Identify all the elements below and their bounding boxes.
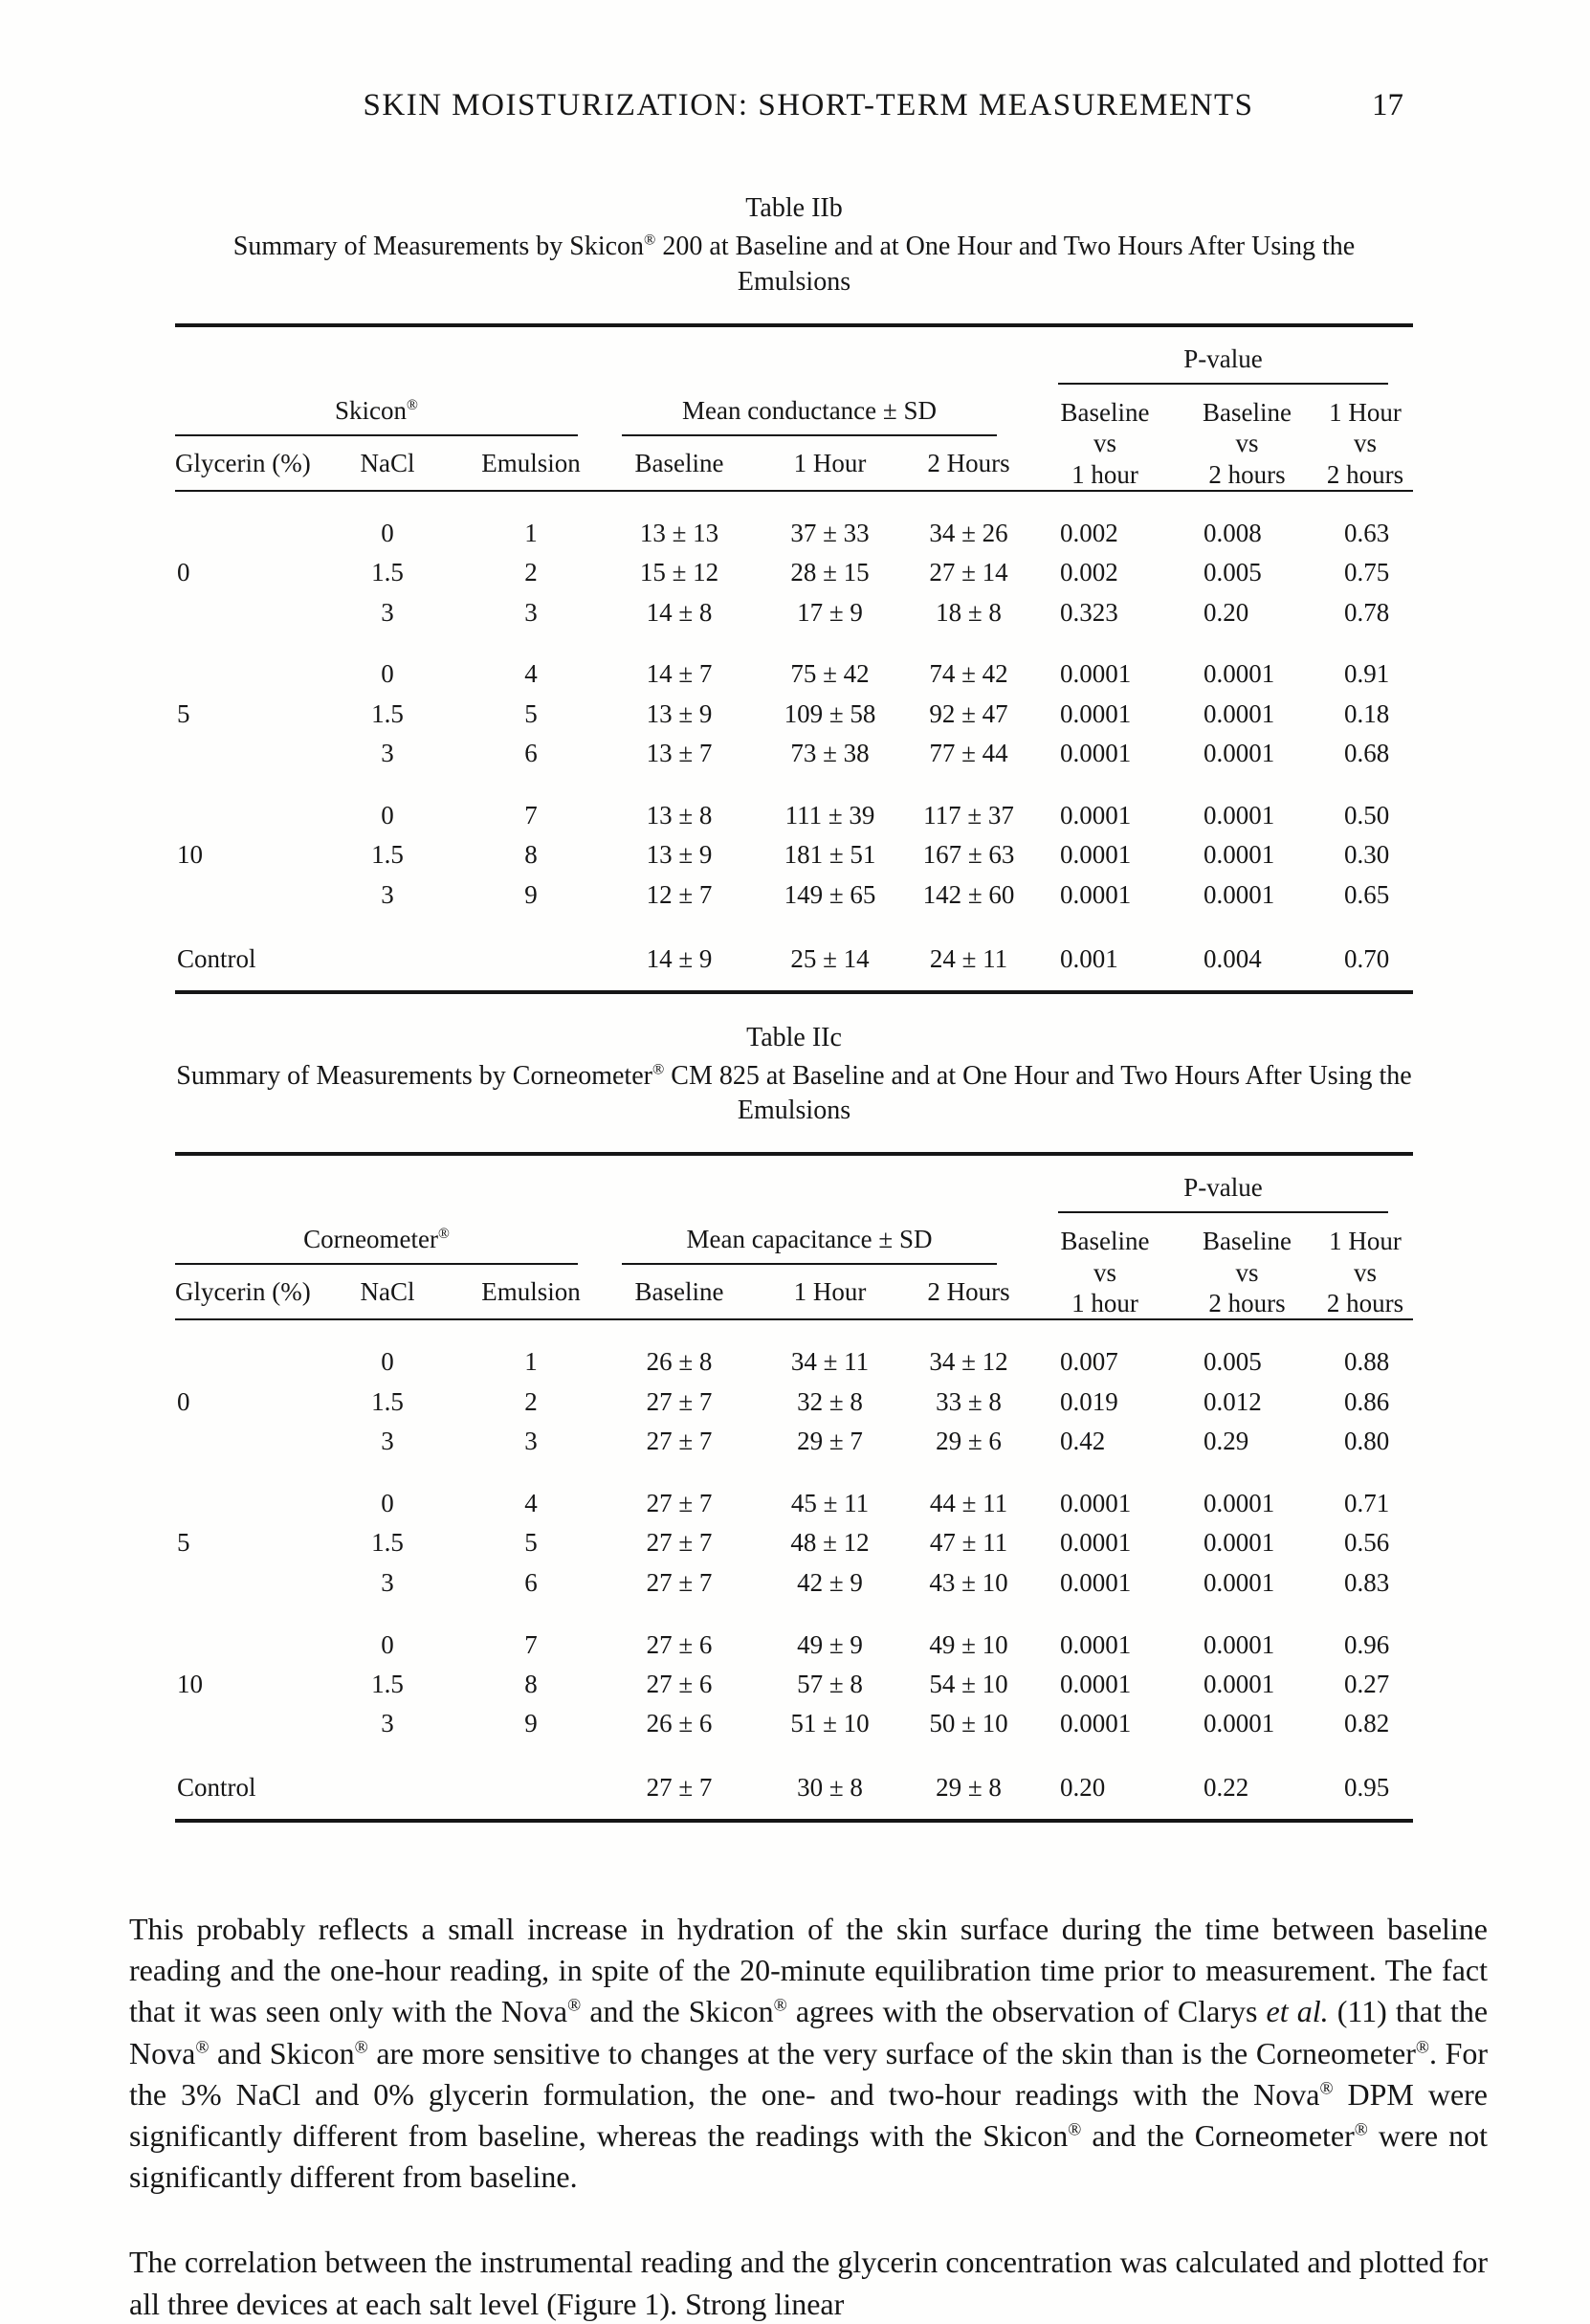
table-cell: 0 bbox=[381, 518, 394, 547]
registered-mark: ® bbox=[407, 396, 418, 413]
table-cell: 8 bbox=[524, 840, 538, 870]
table-cell: 0 bbox=[381, 1347, 394, 1377]
table-cell: 0.91 bbox=[1344, 659, 1390, 689]
device-group-header bbox=[175, 385, 603, 436]
table-row bbox=[175, 695, 1413, 734]
table-cell: 29 ± 8 bbox=[936, 1773, 1002, 1803]
pvalue-column-header: Baseline vs 1 hour bbox=[1033, 1213, 1177, 1319]
empty-cell bbox=[459, 1744, 603, 1821]
table-body bbox=[175, 1319, 1413, 1821]
table-cell: 0.22 bbox=[1204, 1773, 1249, 1803]
table-cell: 0.008 bbox=[1204, 518, 1262, 547]
table-cell: 44 ± 11 bbox=[929, 1488, 1008, 1517]
paragraph bbox=[129, 1909, 1488, 2198]
table-cell: 0.002 bbox=[1060, 518, 1118, 547]
glycerin-cell bbox=[175, 632, 316, 695]
table-cell: 0.005 bbox=[1204, 558, 1262, 587]
device-group-label: Corneometer® bbox=[175, 1213, 578, 1265]
column-header: Glycerin (%) bbox=[175, 436, 316, 491]
table-cell: 0.18 bbox=[1344, 698, 1390, 728]
table-cell: 1 bbox=[524, 518, 538, 547]
table-row bbox=[175, 1604, 1413, 1666]
registered-mark: ® bbox=[354, 2036, 368, 2057]
body-text bbox=[129, 1909, 1488, 2324]
registered-mark: ® bbox=[567, 1995, 582, 2016]
table-cell: 181 ± 51 bbox=[784, 840, 876, 870]
table-cell: 9 bbox=[524, 1709, 538, 1738]
table-cell: 26 ± 8 bbox=[646, 1347, 713, 1377]
table-cell: 32 ± 8 bbox=[797, 1386, 863, 1416]
column-header: 1 Hour bbox=[756, 1265, 904, 1319]
italic-text: et al. bbox=[1266, 1994, 1329, 2029]
table-cell: 1 bbox=[524, 1347, 538, 1377]
table-cell: 25 ± 14 bbox=[790, 943, 870, 973]
table-cell: 142 ± 60 bbox=[922, 879, 1015, 909]
table-cell: 34 ± 26 bbox=[929, 518, 1008, 547]
table-cell: 30 ± 8 bbox=[797, 1773, 863, 1803]
pvalue-column-header: 1 Hour vs 2 hours bbox=[1317, 1213, 1413, 1319]
table-cell: 13 ± 8 bbox=[646, 801, 713, 830]
table-caption: Summary of Measurements by Skicon® 200 at Baseline and at One Hour and Two Hours After Using the Emulsions bbox=[232, 231, 1356, 297]
table-cell: 27 ± 7 bbox=[646, 1773, 713, 1803]
table-cell: 0 bbox=[381, 1629, 394, 1659]
table-cell: 4 bbox=[524, 1488, 538, 1517]
table-cell: 149 ± 65 bbox=[784, 879, 876, 909]
pvalue-group-header bbox=[1033, 325, 1413, 385]
empty-cell bbox=[316, 916, 459, 992]
device-group-header bbox=[175, 1213, 603, 1265]
table-cell: 0.0001 bbox=[1204, 739, 1275, 768]
table-cell: 27 ± 14 bbox=[929, 558, 1008, 587]
table-cell: 49 ± 10 bbox=[929, 1629, 1008, 1659]
registered-mark: ® bbox=[1354, 2119, 1368, 2140]
pvalue-column-header: 1 Hour vs 2 hours bbox=[1317, 385, 1413, 491]
table-cell: 13 ± 7 bbox=[646, 739, 713, 768]
registered-mark: ® bbox=[651, 1060, 665, 1078]
pvalue-group-label: P-value bbox=[1058, 327, 1388, 385]
pvalue-group-row bbox=[175, 1154, 1413, 1213]
table-cell: 0.83 bbox=[1344, 1567, 1390, 1597]
table-row bbox=[175, 1524, 1413, 1563]
table-cell: 0.20 bbox=[1204, 597, 1249, 627]
pvalue-group-row bbox=[175, 325, 1413, 385]
control-label: Control bbox=[177, 1773, 256, 1803]
mean-group-label: Mean capacitance ± SD bbox=[622, 1213, 997, 1265]
table-cell: 1.5 bbox=[371, 1528, 404, 1558]
table-cell: 14 ± 7 bbox=[646, 659, 713, 689]
table-cell: 3 bbox=[381, 1427, 394, 1456]
table-cell: 34 ± 12 bbox=[929, 1347, 1008, 1377]
table-cell: 0.0001 bbox=[1204, 840, 1275, 870]
table-cell: 15 ± 12 bbox=[639, 558, 719, 587]
table-cell: 18 ± 8 bbox=[936, 597, 1002, 627]
table-cell: 57 ± 8 bbox=[797, 1669, 863, 1698]
table-cell: 0.80 bbox=[1344, 1427, 1390, 1456]
table-cell: 0.71 bbox=[1344, 1488, 1390, 1517]
table-cell: 0.30 bbox=[1344, 840, 1390, 870]
table-cell: 0.0001 bbox=[1204, 659, 1275, 689]
table-cell: 7 bbox=[524, 801, 538, 830]
table-cell: 47 ± 11 bbox=[929, 1528, 1008, 1558]
table-cell: 8 bbox=[524, 1669, 538, 1698]
registered-mark: ® bbox=[773, 1995, 787, 2016]
group-header-row bbox=[175, 1213, 1413, 1265]
table-cell: 0.86 bbox=[1344, 1386, 1390, 1416]
table-cell: 109 ± 58 bbox=[784, 698, 876, 728]
table-cell: 0.0001 bbox=[1060, 1488, 1132, 1517]
glycerin-cell bbox=[175, 1604, 316, 1666]
table-cell: 0.0001 bbox=[1060, 879, 1132, 909]
table-cell: 5 bbox=[524, 1528, 538, 1558]
table-cell: 0.001 bbox=[1060, 943, 1118, 973]
column-header: Emulsion bbox=[459, 1265, 603, 1319]
table-cell: 74 ± 42 bbox=[929, 659, 1008, 689]
table-cell: 1.5 bbox=[371, 1669, 404, 1698]
registered-mark: ® bbox=[1415, 2036, 1429, 2057]
control-row bbox=[175, 916, 1413, 992]
table-row bbox=[175, 1319, 1413, 1383]
table-cell: 0.50 bbox=[1344, 801, 1390, 830]
glycerin-cell: 10 bbox=[177, 1669, 203, 1698]
table-cell: 0.0001 bbox=[1060, 1709, 1132, 1738]
table-cell: 0.007 bbox=[1060, 1347, 1118, 1377]
table-cell: 0.0001 bbox=[1204, 801, 1275, 830]
table-cell: 17 ± 9 bbox=[797, 597, 863, 627]
page-number: 17 bbox=[1372, 88, 1403, 122]
table-cell: 14 ± 8 bbox=[646, 597, 713, 627]
table-cell: 45 ± 11 bbox=[790, 1488, 870, 1517]
table-cell: 117 ± 37 bbox=[923, 801, 1014, 830]
table-cell: 0.0001 bbox=[1204, 1709, 1275, 1738]
registered-mark: ® bbox=[195, 2036, 210, 2057]
glycerin-cell bbox=[175, 1563, 316, 1603]
table-cell: 0.70 bbox=[1344, 943, 1390, 973]
glycerin-cell: 0 bbox=[177, 558, 190, 587]
table-cell: 3 bbox=[381, 879, 394, 909]
header-spacer bbox=[175, 325, 1033, 385]
table-head bbox=[175, 325, 1413, 491]
table-cell: 0.0001 bbox=[1060, 840, 1132, 870]
table-cell: 7 bbox=[524, 1629, 538, 1659]
group-header-row bbox=[175, 385, 1413, 436]
table-cell: 0.0001 bbox=[1060, 1567, 1132, 1597]
table-cell: 51 ± 10 bbox=[790, 1709, 870, 1738]
table-cell: 54 ± 10 bbox=[929, 1669, 1008, 1698]
registered-mark: ® bbox=[644, 231, 656, 249]
text-segment: This probably reflects a small increase in hydration of the skin surface during the time between baseline reading and the one-hour reading, in spite of the 20-minute equilibration time prior to measurement. The fact that it was seen only with the Nova® and the Skicon® agrees with the observation of Clarys bbox=[129, 1912, 1488, 2029]
pvalue-column-header: Baseline vs 2 hours bbox=[1177, 385, 1317, 491]
glycerin-cell: 5 bbox=[177, 698, 190, 728]
header-spacer bbox=[175, 1154, 1033, 1213]
column-header: 2 Hours bbox=[904, 1265, 1033, 1319]
table-cell: 0.0001 bbox=[1060, 659, 1132, 689]
table-cell: 13 ± 13 bbox=[639, 518, 719, 547]
table-cell: 0.88 bbox=[1344, 1347, 1390, 1377]
table-cell: 0 bbox=[381, 1488, 394, 1517]
table-body bbox=[175, 491, 1413, 992]
column-header: 1 Hour bbox=[756, 436, 904, 491]
table-cell: 48 ± 12 bbox=[790, 1528, 870, 1558]
page-body bbox=[129, 193, 1488, 2324]
pvalue-group-header bbox=[1033, 1154, 1413, 1213]
table-cell: 27 ± 7 bbox=[646, 1386, 713, 1416]
column-header: Baseline bbox=[603, 436, 756, 491]
table-cell: 0.78 bbox=[1344, 597, 1390, 627]
table-cell: 0.002 bbox=[1060, 558, 1118, 587]
running-head-title: SKIN MOISTURIZATION: SHORT-TERM MEASUREMENTS bbox=[363, 88, 1254, 122]
column-header: Glycerin (%) bbox=[175, 1265, 316, 1319]
paragraph bbox=[129, 2242, 1488, 2324]
mean-group-label: Mean conductance ± SD bbox=[622, 385, 997, 436]
table-cell: 27 ± 7 bbox=[646, 1528, 713, 1558]
empty-cell bbox=[316, 1744, 459, 1821]
table-cell: 13 ± 9 bbox=[646, 840, 713, 870]
page-header bbox=[129, 88, 1488, 128]
table-row bbox=[175, 1665, 1413, 1704]
glycerin-cell bbox=[175, 1462, 316, 1524]
glycerin-cell: 10 bbox=[177, 840, 203, 870]
table-cell: 0.0001 bbox=[1060, 739, 1132, 768]
table-row bbox=[175, 491, 1413, 554]
column-header: Emulsion bbox=[459, 436, 603, 491]
table-cell: 13 ± 9 bbox=[646, 698, 713, 728]
table-cell: 1.5 bbox=[371, 698, 404, 728]
empty-cell bbox=[459, 916, 603, 992]
table-row bbox=[175, 632, 1413, 695]
table-cell: 5 bbox=[524, 698, 538, 728]
glycerin-cell bbox=[175, 593, 316, 632]
table-cell: 0.0001 bbox=[1204, 879, 1275, 909]
glycerin-cell bbox=[175, 735, 316, 774]
table-row bbox=[175, 774, 1413, 836]
table-caption: Summary of Measurements by Corneometer® CM 825 at Baseline and at One Hour and Two Hours After Using the Emulsions bbox=[176, 1060, 1412, 1126]
table-cell: 0.56 bbox=[1344, 1528, 1390, 1558]
table-cell: 42 ± 9 bbox=[797, 1567, 863, 1597]
table-cell: 3 bbox=[524, 597, 538, 627]
table-cell: 2 bbox=[524, 558, 538, 587]
glycerin-cell bbox=[175, 774, 316, 836]
table-cell: 0.95 bbox=[1344, 1773, 1390, 1803]
table-iic-section bbox=[175, 1023, 1413, 1824]
table-cell: 37 ± 33 bbox=[790, 518, 870, 547]
table-cell: 29 ± 6 bbox=[936, 1427, 1002, 1456]
table-title: Table IIb bbox=[745, 193, 843, 223]
table-cell: 0.019 bbox=[1060, 1386, 1118, 1416]
table-row bbox=[175, 1383, 1413, 1422]
table-cell: 0.29 bbox=[1204, 1427, 1249, 1456]
table-cell: 29 ± 7 bbox=[797, 1427, 863, 1456]
mean-group-header bbox=[603, 385, 1033, 436]
table-cell: 0 bbox=[381, 801, 394, 830]
column-header: NaCl bbox=[316, 1265, 459, 1319]
registered-mark: ® bbox=[438, 1226, 450, 1243]
table-cell: 0.0001 bbox=[1060, 1528, 1132, 1558]
table-cell: 0.20 bbox=[1060, 1773, 1106, 1803]
table-cell: 49 ± 9 bbox=[797, 1629, 863, 1659]
device-group-label: Skicon® bbox=[175, 385, 578, 436]
table-cell: 1.5 bbox=[371, 840, 404, 870]
text-segment: The correlation between the instrumental reading and the glycerin concentration was calculated and plotted for all three devices at each salt level (Figure 1). Strong linear bbox=[129, 2245, 1488, 2321]
table-cell: 0.65 bbox=[1344, 879, 1390, 909]
table-cell: 77 ± 44 bbox=[929, 739, 1008, 768]
table-cell: 0.63 bbox=[1344, 518, 1390, 547]
table-cell: 3 bbox=[381, 739, 394, 768]
table-cell: 3 bbox=[381, 1709, 394, 1738]
mean-group-header bbox=[603, 1213, 1033, 1265]
data-table bbox=[175, 323, 1413, 994]
text-segment: (11) that the Nova® and Skicon® are more sensitive to changes at the very surface of the skin than is the Corneometer®. For the 3% NaCl and 0% glycerin formulation, the one- and two-hour readings with the Nova® DPM were significantly different from baseline, whereas the readings with the Skicon® and the Corneometer® were not significantly different from baseline. bbox=[129, 1994, 1489, 2195]
glycerin-cell bbox=[175, 1319, 316, 1383]
table-cell: 0.0001 bbox=[1204, 1629, 1275, 1659]
table-cell: 0 bbox=[381, 659, 394, 689]
table-cell: 167 ± 63 bbox=[922, 840, 1015, 870]
table-cell: 27 ± 7 bbox=[646, 1567, 713, 1597]
table-cell: 0.0001 bbox=[1060, 698, 1132, 728]
glycerin-cell bbox=[175, 491, 316, 554]
table-cell: 0.0001 bbox=[1060, 801, 1132, 830]
table-iib-section bbox=[175, 193, 1413, 994]
table-cell: 27 ± 7 bbox=[646, 1488, 713, 1517]
table-cell: 6 bbox=[524, 739, 538, 768]
table-cell: 0.323 bbox=[1060, 597, 1118, 627]
glycerin-cell: 0 bbox=[177, 1386, 190, 1416]
table-row bbox=[175, 875, 1413, 915]
table-cell: 24 ± 11 bbox=[929, 943, 1008, 973]
table-cell: 1.5 bbox=[371, 558, 404, 587]
pvalue-group-label: P-value bbox=[1058, 1156, 1388, 1213]
table-cell: 3 bbox=[381, 597, 394, 627]
table-cell: 0.0001 bbox=[1204, 1488, 1275, 1517]
table-cell: 73 ± 38 bbox=[790, 739, 870, 768]
table-cell: 0.005 bbox=[1204, 1347, 1262, 1377]
table-cell: 0.96 bbox=[1344, 1629, 1390, 1659]
table-cell: 0.75 bbox=[1344, 558, 1390, 587]
table-row bbox=[175, 554, 1413, 593]
table-cell: 9 bbox=[524, 879, 538, 909]
table-cell: 27 ± 6 bbox=[646, 1669, 713, 1698]
table-row bbox=[175, 1462, 1413, 1524]
table-cell: 0.82 bbox=[1344, 1709, 1390, 1738]
table-cell: 92 ± 47 bbox=[929, 698, 1008, 728]
table-cell: 0.0001 bbox=[1204, 698, 1275, 728]
column-header: NaCl bbox=[316, 436, 459, 491]
table-cell: 27 ± 7 bbox=[646, 1427, 713, 1456]
table-cell: 43 ± 10 bbox=[929, 1567, 1008, 1597]
table-cell: 0.42 bbox=[1060, 1427, 1106, 1456]
pvalue-column-header: Baseline vs 1 hour bbox=[1033, 385, 1177, 491]
table-cell: 28 ± 15 bbox=[790, 558, 870, 587]
table-cell: 2 bbox=[524, 1386, 538, 1416]
table-cell: 34 ± 11 bbox=[790, 1347, 870, 1377]
table-cell: 0.0001 bbox=[1060, 1669, 1132, 1698]
table-cell: 6 bbox=[524, 1567, 538, 1597]
table-row bbox=[175, 836, 1413, 875]
control-row bbox=[175, 1744, 1413, 1821]
table-cell: 0.0001 bbox=[1060, 1629, 1132, 1659]
registered-mark: ® bbox=[1319, 2078, 1334, 2099]
table-cell: 0.0001 bbox=[1204, 1528, 1275, 1558]
table-cell: 0.012 bbox=[1204, 1386, 1262, 1416]
table-cell: 0.0001 bbox=[1204, 1669, 1275, 1698]
table-cell: 33 ± 8 bbox=[936, 1386, 1002, 1416]
table-cell: 12 ± 7 bbox=[646, 879, 713, 909]
glycerin-cell bbox=[175, 1705, 316, 1744]
table-cell: 0.004 bbox=[1204, 943, 1262, 973]
control-label: Control bbox=[177, 943, 256, 973]
table-cell: 4 bbox=[524, 659, 538, 689]
table-cell: 26 ± 6 bbox=[646, 1709, 713, 1738]
table-row bbox=[175, 735, 1413, 774]
table-cell: 3 bbox=[381, 1567, 394, 1597]
table-row bbox=[175, 1423, 1413, 1462]
column-header: Baseline bbox=[603, 1265, 756, 1319]
table-head bbox=[175, 1154, 1413, 1319]
table-cell: 75 ± 42 bbox=[790, 659, 870, 689]
table-row bbox=[175, 593, 1413, 632]
table-row bbox=[175, 1563, 1413, 1603]
glycerin-cell bbox=[175, 1423, 316, 1462]
table-cell: 27 ± 6 bbox=[646, 1629, 713, 1659]
table-row bbox=[175, 1705, 1413, 1744]
table-cell: 111 ± 39 bbox=[784, 801, 875, 830]
table-cell: 14 ± 9 bbox=[646, 943, 713, 973]
data-table bbox=[175, 1152, 1413, 1823]
registered-mark: ® bbox=[1068, 2119, 1082, 2140]
table-cell: 1.5 bbox=[371, 1386, 404, 1416]
glycerin-cell bbox=[175, 875, 316, 915]
table-cell: 0.68 bbox=[1344, 739, 1390, 768]
pvalue-column-header: Baseline vs 2 hours bbox=[1177, 1213, 1317, 1319]
table-cell: 0.27 bbox=[1344, 1669, 1390, 1698]
table-cell: 3 bbox=[524, 1427, 538, 1456]
column-header: 2 Hours bbox=[904, 436, 1033, 491]
table-title: Table IIc bbox=[746, 1022, 842, 1052]
table-cell: 50 ± 10 bbox=[929, 1709, 1008, 1738]
glycerin-cell: 5 bbox=[177, 1528, 190, 1558]
table-cell: 0.0001 bbox=[1204, 1567, 1275, 1597]
